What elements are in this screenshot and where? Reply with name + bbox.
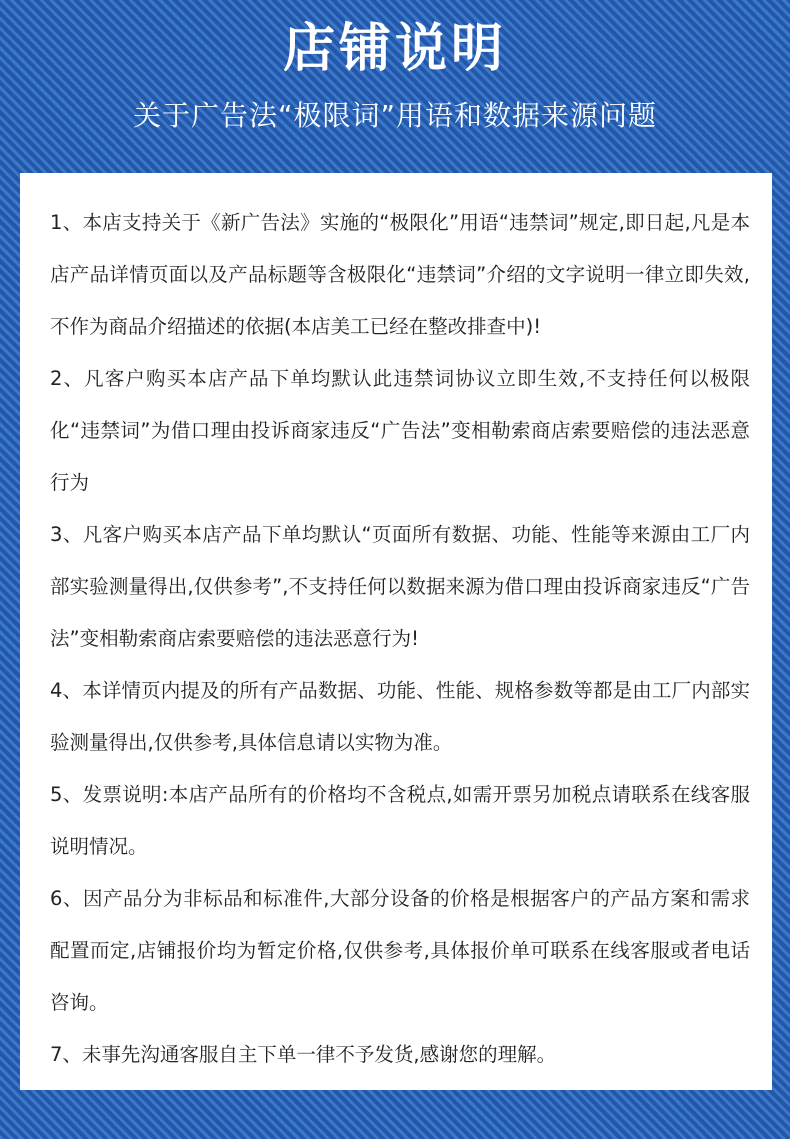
notice-item-3: 3、凡客户购买本店产品下单均默认“页面所有数据、功能、性能等来源由工厂内部实验测量得出,仅供参考”,不支持任何以数据来源为借口理由投诉商家违反“广告法”变相勒索商店索要赔偿的违法恶意行为! (50, 523, 750, 650)
notice-item-4: 4、本详情页内提及的所有产品数据、功能、性能、规格参数等都是由工厂内部实验测量得出,仅供参考,具体信息请以实物为准。 (50, 679, 750, 754)
page-title: 店铺说明 (282, 19, 507, 79)
notice-list (50, 197, 750, 1081)
page-subtitle: 关于广告法“极限词”用语和数据来源问题 (132, 99, 657, 132)
notice-item-5: 5、发票说明:本店产品所有的价格均不含税点,如需开票另加税点请联系在线客服说明情况。 (50, 783, 750, 858)
notice-item-6: 6、因产品分为非标品和标准件,大部分设备的价格是根据客户的产品方案和需求配置而定,店铺报价均为暂定价格,仅供参考,具体报价单可联系在线客服或者电话咨询。 (50, 887, 750, 1014)
notice-item-1: 1、本店支持关于《新广告法》实施的“极限化”用语“违禁词”规定,即日起,凡是本店产品详情页面以及产品标题等含极限化“违禁词”介绍的文字说明一律立即失效,不作为商品介绍描述的依据(本店美工已经在整改排查中)! (50, 211, 750, 338)
notice-item-7: 7、未事先沟通客服自主下单一律不予发货,感谢您的理解。 (50, 1043, 557, 1066)
notice-item-2: 2、凡客户购买本店产品下单均默认此违禁词协议立即生效,不支持任何以极限化“违禁词”为借口理由投诉商家违反“广告法”变相勒索商店索要赔偿的违法恶意行为 (50, 367, 750, 494)
notice-panel (20, 173, 772, 1090)
